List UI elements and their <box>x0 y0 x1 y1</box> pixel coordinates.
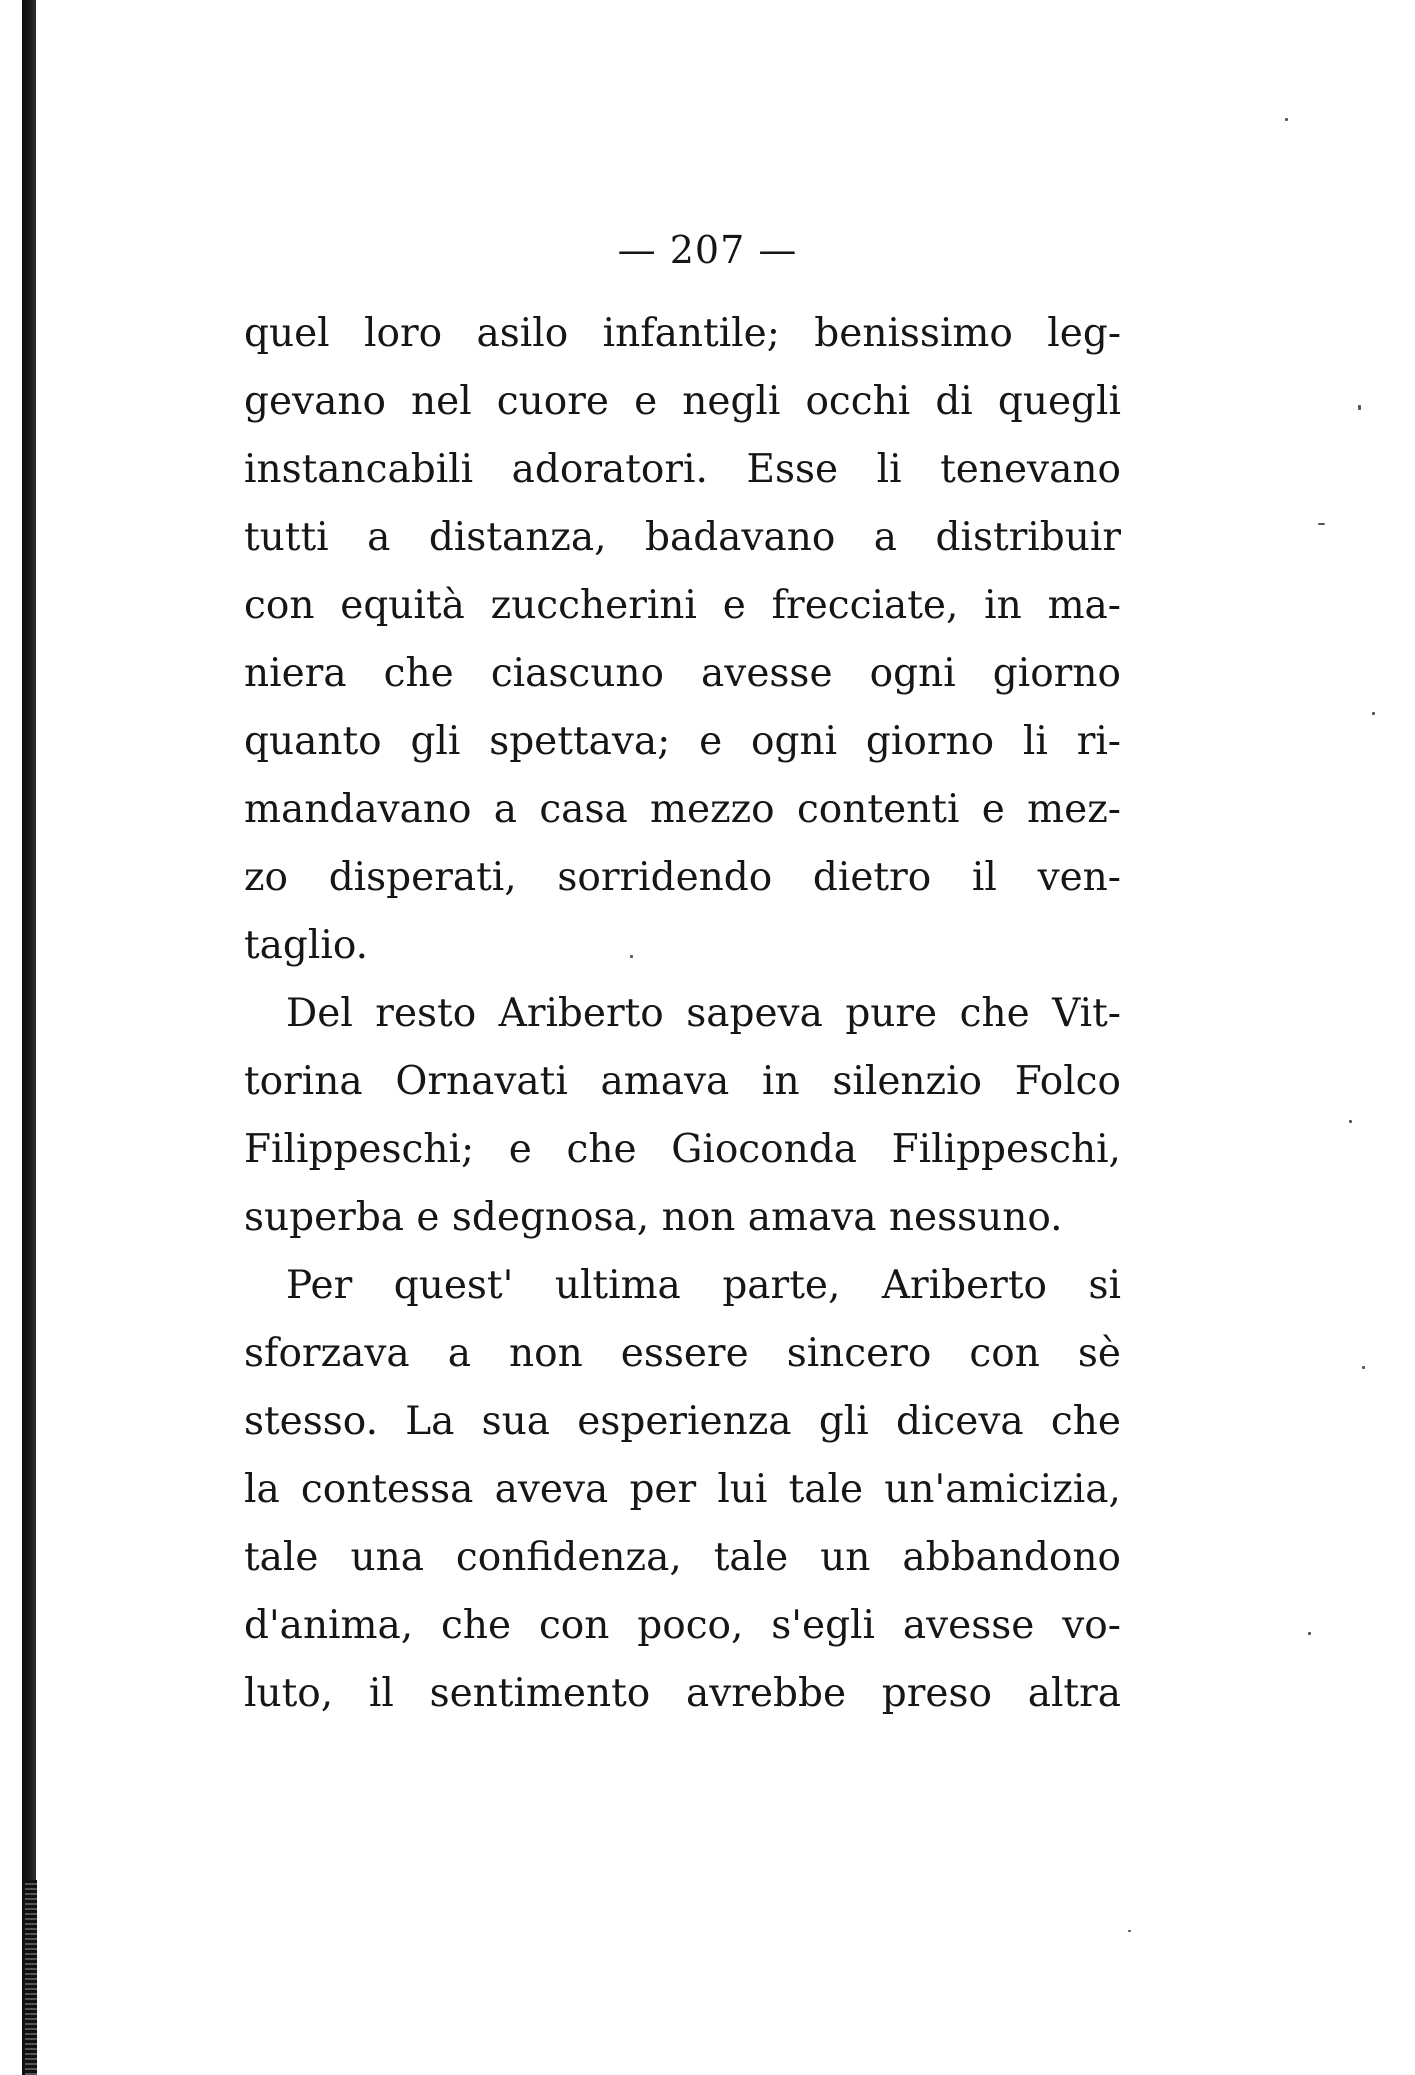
text-line: taglio. <box>244 923 369 968</box>
scan-speck <box>1308 1632 1311 1635</box>
scan-speck <box>1358 405 1361 410</box>
text-line: instancabili adoratori. Esse li tenevano <box>244 447 1121 492</box>
scan-speck <box>630 955 633 958</box>
text-line: quel loro asilo infantile; benissimo leg- <box>244 311 1121 356</box>
text-line: zo disperati, sorridendo dietro il ven- <box>244 855 1121 900</box>
text-line: stesso. La sua esperienza gli diceva che <box>244 1399 1121 1444</box>
scan-speck <box>1128 1930 1131 1932</box>
text-line: gevano nel cuore e negli occhi di quegli <box>244 379 1121 424</box>
text-line: tale una confidenza, tale un abbandono <box>244 1535 1121 1580</box>
body-text <box>244 300 1121 1728</box>
scan-speck <box>1285 118 1288 121</box>
scan-speck <box>1349 1120 1352 1123</box>
text-line: niera che ciascuno avesse ogni giorno <box>244 651 1121 696</box>
text-line: la contessa aveva per lui tale un'amicizia, <box>244 1467 1121 1512</box>
text-line: Del resto Ariberto sapeva pure che Vit- <box>286 991 1121 1036</box>
book-binding-edge <box>22 0 36 2075</box>
text-line: Per quest' ultima parte, Ariberto si <box>286 1263 1121 1308</box>
text-line: mandavano a casa mezzo contenti e mez- <box>244 787 1121 832</box>
text-line: torina Ornavati amava in silenzio Folco <box>244 1059 1121 1104</box>
text-line: tutti a distanza, badavano a distribuir <box>244 515 1121 560</box>
text-line: Filippeschi; e che Gioconda Filippeschi, <box>244 1127 1121 1172</box>
text-line: con equità zuccherini e frecciate, in ma- <box>244 583 1121 628</box>
scan-speck <box>1372 712 1375 715</box>
text-line: quanto gli spettava; e ogni giorno li ri- <box>244 719 1121 764</box>
text-line: d'anima, che con poco, s'egli avesse vo- <box>244 1603 1121 1648</box>
scan-speck <box>1362 1366 1365 1369</box>
text-line: sforzava a non essere sincero con sè <box>244 1331 1121 1376</box>
text-line: superba e sdegnosa, non amava nessuno. <box>244 1195 1063 1240</box>
scan-speck <box>1318 523 1325 525</box>
text-line: luto, il sentimento avrebbe preso altra <box>244 1671 1121 1716</box>
page-number: — 207 — <box>617 228 798 272</box>
